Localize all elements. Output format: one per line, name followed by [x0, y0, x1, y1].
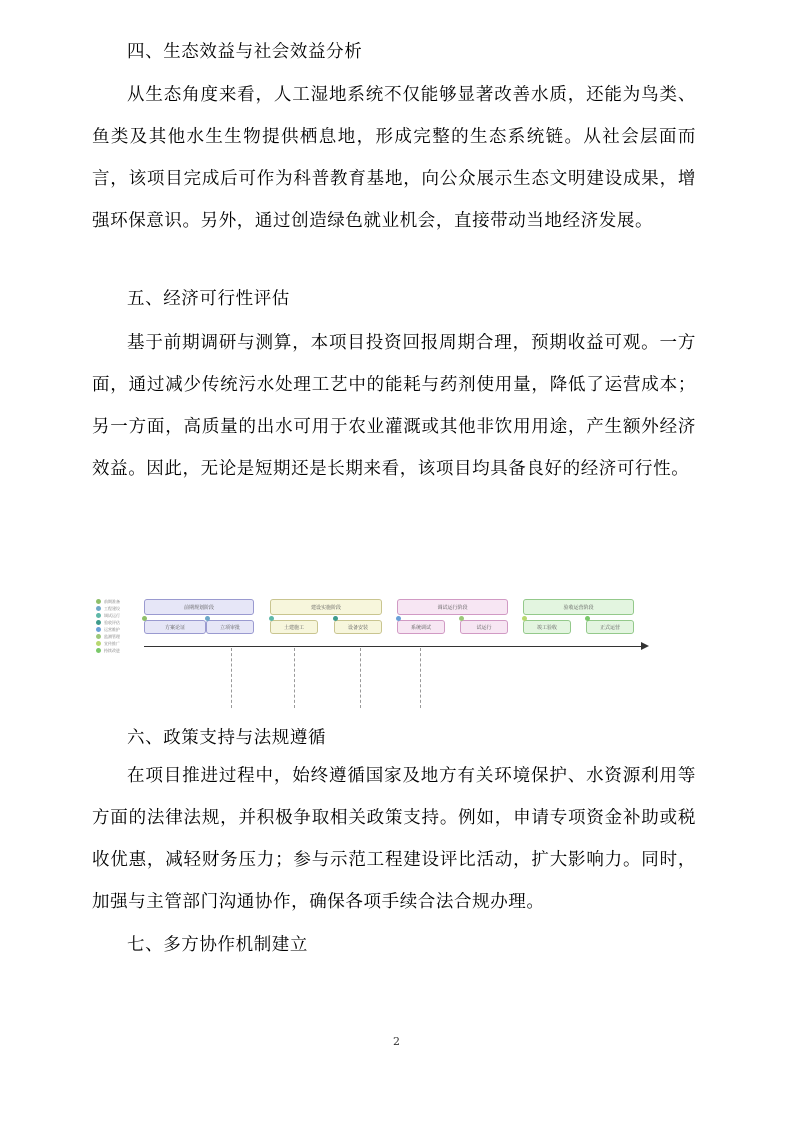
legend-dot-icon: [96, 641, 101, 646]
milestone-pin-icon: [142, 616, 147, 621]
project-timeline-diagram: [96, 590, 656, 710]
legend-label: 宣传推广: [104, 640, 120, 646]
legend-item: [96, 640, 140, 647]
timeline-task: 系统调试: [397, 620, 445, 634]
timeline-axis: [144, 646, 644, 647]
legend-label: 验收评估: [104, 619, 120, 625]
timeline-task: 竣工验收: [523, 620, 571, 634]
timeline-task: 立项审批: [206, 620, 254, 634]
legend-dot-icon: [96, 634, 101, 639]
milestone-pin-icon: [333, 616, 338, 621]
legend-label: 工程建设: [104, 605, 120, 611]
legend-item: [96, 612, 140, 619]
legend-label: 前期准备: [104, 598, 120, 604]
legend-item: [96, 633, 140, 640]
legend-dot-icon: [96, 627, 101, 632]
legend-dot-icon: [96, 648, 101, 653]
timeline-guide-line: [420, 648, 421, 708]
timeline-guide-line: [294, 648, 295, 708]
timeline-arrow-icon: [641, 642, 649, 650]
legend-label: 持续改进: [104, 647, 120, 653]
legend-label: 运营维护: [104, 626, 120, 632]
legend-label: 监测管理: [104, 633, 120, 639]
timeline-task: 正式运营: [586, 620, 634, 634]
milestone-pin-icon: [459, 616, 464, 621]
legend-item: [96, 619, 140, 626]
timeline-phase: 调试运行阶段: [397, 599, 508, 615]
legend-item: [96, 605, 140, 612]
page-number: 2: [393, 1035, 400, 1048]
section-6-paragraph: 在项目推进过程中，始终遵循国家及地方有关环境保护、水资源利用等方面的法律法规，并积极争取相关政策支持。例如，申请专项资金补助或税收优惠，减轻财务压力；参与示范工程建设评比活动，扩大影响力。同时，加强与主管部门沟通协作，确保各项手续合法合规办理。: [92, 766, 696, 912]
section-4-paragraph: 从生态角度来看，人工湿地系统不仅能够显著改善水质，还能为鸟类、鱼类及其他水生生物提供栖息地，形成完整的生态系统链。从社会层面而言，该项目完成后可作为科普教育基地，向公众展示生态文明建设成果，增强环保意识。另外，通过创造绿色就业机会，直接带动当地经济发展。: [92, 85, 696, 231]
milestone-pin-icon: [396, 616, 401, 621]
section-6-heading: 六、政策支持与法规遵循: [127, 728, 327, 748]
legend-item: [96, 598, 140, 605]
timeline-task: 土建施工: [270, 620, 318, 634]
timeline-task: 试运行: [460, 620, 508, 634]
legend-item: [96, 626, 140, 633]
timeline-task: 方案论证: [144, 620, 206, 634]
legend-dot-icon: [96, 606, 101, 611]
milestone-pin-icon: [269, 616, 274, 621]
timeline-phase: 前期规划阶段: [144, 599, 254, 615]
legend-dot-icon: [96, 620, 101, 625]
section-4-heading: 四、生态效益与社会效益分析: [127, 42, 363, 62]
section-7-heading: 七、多方协作机制建立: [127, 935, 308, 955]
timeline-phase: 建设实施阶段: [270, 599, 382, 615]
timeline-guide-line: [231, 648, 232, 708]
legend-item: [96, 647, 140, 654]
timeline-legend: [96, 598, 140, 654]
section-5-paragraph: 基于前期调研与测算，本项目投资回报周期合理，预期收益可观。一方面，通过减少传统污水处理工艺中的能耗与药剂使用量，降低了运营成本；另一方面，高质量的出水可用于农业灌溉或其他非饮用用途，产生额外经济效益。因此，无论是短期还是长期来看，该项目均具备良好的经济可行性。: [92, 333, 696, 479]
milestone-pin-icon: [585, 616, 590, 621]
timeline-guide-line: [360, 648, 361, 708]
legend-dot-icon: [96, 613, 101, 618]
milestone-pin-icon: [522, 616, 527, 621]
legend-label: 调试运行: [104, 612, 120, 618]
timeline-task: 设备安装: [334, 620, 382, 634]
timeline-phase: 验收运营阶段: [523, 599, 634, 615]
milestone-pin-icon: [205, 616, 210, 621]
section-5-heading: 五、经济可行性评估: [127, 289, 290, 309]
legend-dot-icon: [96, 599, 101, 604]
